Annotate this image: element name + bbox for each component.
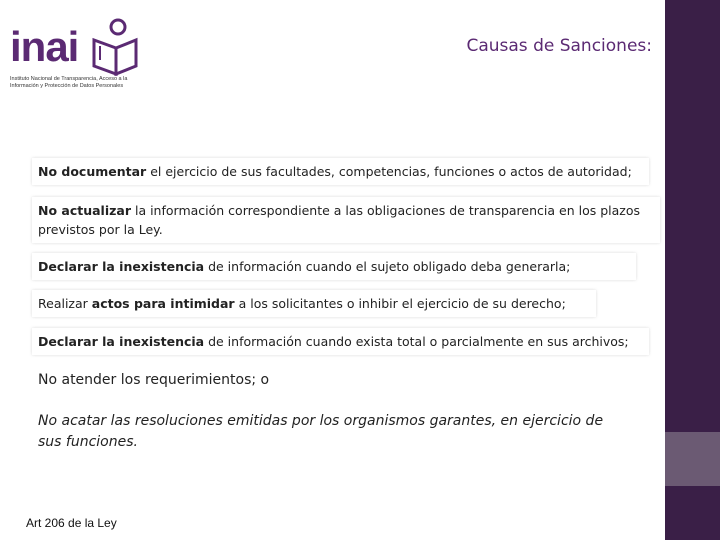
list-item	[32, 253, 636, 280]
sidebar-band	[665, 432, 720, 486]
item-bold: No documentar	[38, 164, 147, 179]
page-title: Causas de Sanciones:	[466, 36, 652, 56]
item-text: de información cuando exista total o parcialmente en sus archivos;	[204, 334, 629, 349]
list-item	[32, 328, 649, 355]
footer-reference: Art 206 de la Ley	[26, 516, 117, 530]
item-text: la información correspondiente a las obligaciones de transparencia en los plazos previstos por la Ley.	[38, 203, 640, 237]
plain-item-italic: No acatar las resoluciones emitidas por los organismos garantes, en ejercicio de sus funciones.	[38, 413, 604, 450]
item-text: a los solicitantes o inhibir el ejercicio de su derecho;	[234, 296, 566, 311]
inai-logo	[10, 18, 140, 98]
reader-book-icon	[88, 18, 138, 76]
plain-item: No atender los requerimientos; o	[38, 372, 270, 388]
item-prefix: Realizar	[38, 296, 92, 311]
list-item	[32, 197, 660, 243]
item-text: de información cuando el sujeto obligado deba generarla;	[204, 259, 571, 274]
item-bold: Declarar la inexistencia	[38, 334, 205, 349]
item-text: el ejercicio de sus facultades, competencias, funciones o actos de autoridad;	[146, 164, 632, 179]
list-item	[32, 290, 596, 317]
item-bold: No actualizar	[38, 203, 131, 218]
logo-wordmark: inai	[10, 23, 79, 70]
list-item	[32, 158, 649, 185]
logo-caption: Instituto Nacional de Transparencia, Acceso a la Información y Protección de Datos Personales	[10, 76, 128, 89]
item-bold: Declarar la inexistencia	[38, 259, 205, 274]
item-bold: actos para intimidar	[91, 296, 235, 311]
